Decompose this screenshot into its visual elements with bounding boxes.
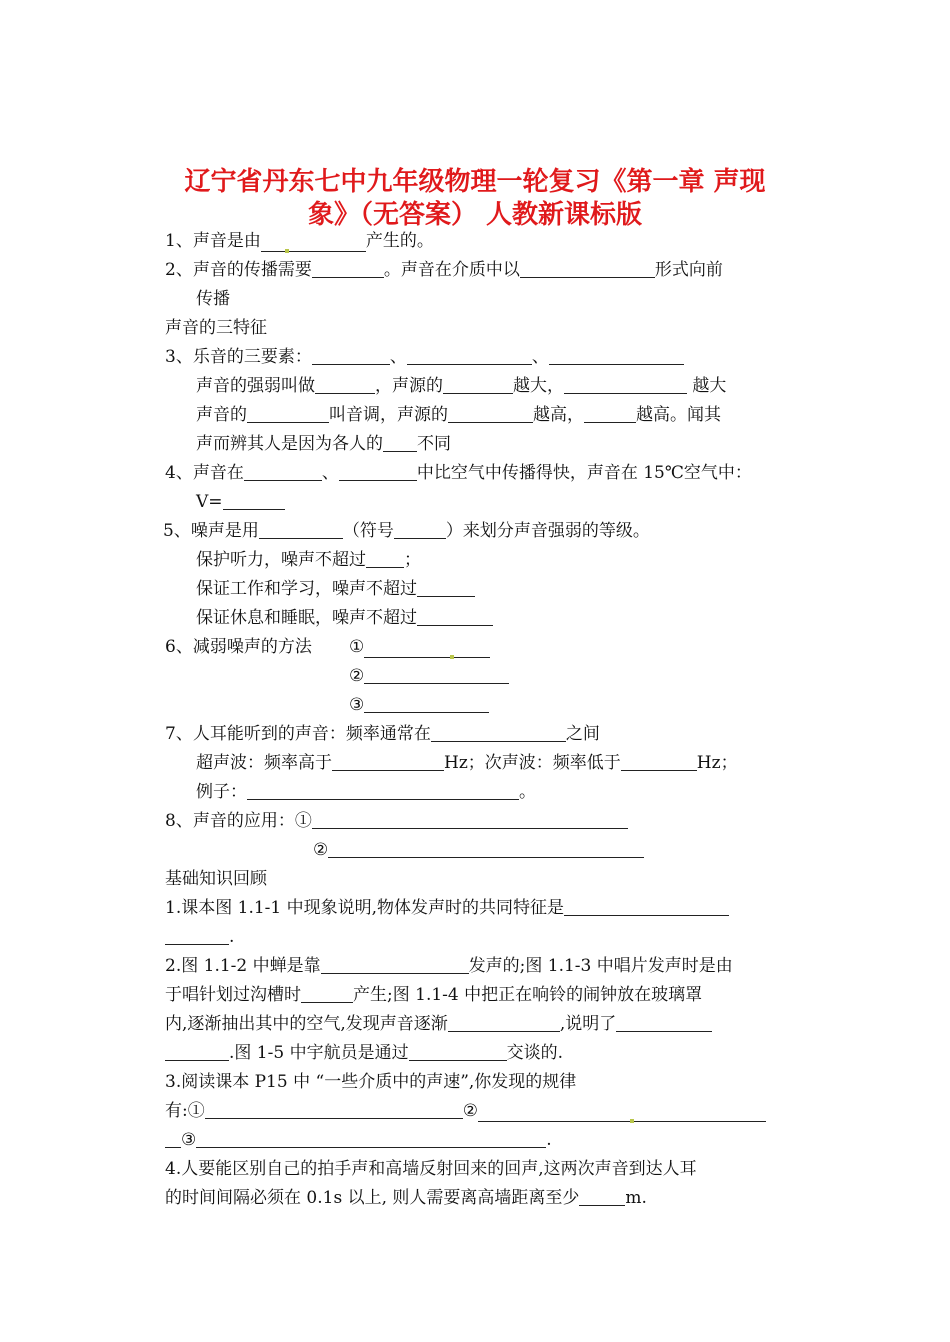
question-text: 4、声音在 <box>165 463 244 483</box>
answer-blank[interactable] <box>247 781 519 800</box>
answer-blank[interactable] <box>431 723 566 742</box>
question-2 <box>165 259 723 281</box>
question-text: 的时间间隔必须在 0.1s 以上, 则人需要离高墙距离至少 <box>165 1188 580 1208</box>
answer-blank[interactable] <box>584 404 636 423</box>
answer-blank[interactable] <box>165 1042 229 1061</box>
question-text: 2.图 1.1-2 中蝉是靠 <box>165 956 321 976</box>
question-5-work <box>196 578 475 600</box>
item-number: ① <box>349 637 365 657</box>
answer-blank[interactable] <box>247 404 329 423</box>
question-text: ）来划分声音强弱的等级。 <box>445 521 650 541</box>
question-6: 6、减弱噪声的方法 <box>165 637 312 657</box>
question-3-pitch <box>196 404 721 426</box>
question-text: 越大 <box>692 376 727 396</box>
question-text: 1、声音是由 <box>165 231 261 251</box>
question-3-timbre <box>196 433 451 455</box>
answer-blank[interactable] <box>339 462 417 481</box>
question-7-example <box>196 781 536 803</box>
item-number: ② <box>462 1101 478 1121</box>
question-text: 叫音调，声源的 <box>329 405 448 425</box>
answer-blank[interactable] <box>616 1013 712 1032</box>
question-text: 2、声音的传播需要 <box>165 260 312 280</box>
question-5-rest <box>196 607 493 629</box>
answer-blank[interactable] <box>196 1129 546 1148</box>
answer-blank[interactable] <box>332 752 444 771</box>
answer-blank[interactable] <box>364 665 509 684</box>
question-text: 。 <box>519 782 536 802</box>
question-text: 有:① <box>165 1101 205 1121</box>
question-text: ，声源的 <box>375 376 443 396</box>
answer-blank[interactable] <box>165 1129 181 1148</box>
question-text: 超声波：频率高于 <box>196 753 332 773</box>
scan-speck <box>630 1119 634 1123</box>
item-number: ③ <box>181 1130 197 1150</box>
answer-blank[interactable] <box>259 520 343 539</box>
question-5 <box>163 520 650 542</box>
answer-blank[interactable] <box>315 375 375 394</box>
review-question-2-line3 <box>165 1013 712 1035</box>
answer-blank[interactable] <box>417 578 475 597</box>
question-text: （符号 <box>342 521 394 541</box>
answer-blank[interactable] <box>312 346 390 365</box>
question-text: 交谈的. <box>506 1043 563 1063</box>
answer-blank[interactable] <box>443 375 513 394</box>
separator-text: 、 <box>321 463 339 483</box>
question-text: 1.课本图 1.1-1 中现象说明,物体发声时的共同特征是 <box>165 898 565 918</box>
question-text: 7、人耳能听到的声音：频率通常在 <box>165 724 431 744</box>
answer-blank[interactable] <box>205 1100 463 1119</box>
answer-blank[interactable] <box>549 346 684 365</box>
question-4 <box>165 462 752 484</box>
answer-blank[interactable] <box>621 752 697 771</box>
question-text: 声而辨其人是因为各人的 <box>196 434 383 454</box>
question-text: 越高， <box>533 405 584 425</box>
answer-blank[interactable] <box>448 1013 560 1032</box>
question-text: 产生的。 <box>365 231 434 251</box>
question-4-continued <box>196 491 285 513</box>
answer-blank[interactable] <box>261 233 366 252</box>
question-text: 声音的强弱叫做 <box>196 376 315 396</box>
question-text: Hz；次声波：频率低于 <box>444 753 621 773</box>
question-6-item-1 <box>349 636 490 658</box>
answer-blank[interactable] <box>409 1042 507 1061</box>
question-text: 产生;图 1.1-4 中把正在响铃的闹钟放在玻璃罩 <box>353 985 703 1005</box>
question-3 <box>165 346 684 368</box>
review-question-3-line3 <box>165 1129 552 1151</box>
question-3-loudness <box>196 375 726 397</box>
answer-blank[interactable] <box>417 607 493 626</box>
answer-blank[interactable] <box>312 259 384 278</box>
answer-blank[interactable] <box>328 839 644 858</box>
question-text: 保证工作和学习，噪声不超过 <box>196 579 417 599</box>
separator-text: 、 <box>531 347 549 367</box>
question-text: 于唱针划过沟槽时 <box>165 985 301 1005</box>
question-7-ultrasonic <box>196 752 738 774</box>
question-text: 保证休息和睡眠，噪声不超过 <box>196 608 417 628</box>
question-text: Hz； <box>696 753 738 773</box>
scan-speck <box>285 249 289 253</box>
question-text: 。声音在介质中以 <box>383 260 520 280</box>
question-8-item-2 <box>313 839 644 861</box>
answer-blank[interactable] <box>366 549 404 568</box>
item-number: ② <box>313 840 329 860</box>
question-text: 3、乐音的三要素： <box>165 347 312 367</box>
question-text: 形式向前 <box>654 260 723 280</box>
section-heading: 基础知识回顾 <box>165 869 267 889</box>
review-question-3-line2 <box>165 1100 766 1122</box>
scan-speck <box>450 655 454 659</box>
answer-blank[interactable] <box>564 897 729 916</box>
answer-blank[interactable] <box>520 259 655 278</box>
question-6-item-3 <box>349 694 489 716</box>
answer-blank[interactable] <box>394 520 446 539</box>
item-number: ① <box>294 811 312 831</box>
review-question-2-line2 <box>165 984 702 1006</box>
question-text: 8、声音的应用： <box>165 811 295 831</box>
answer-blank[interactable] <box>364 639 490 658</box>
question-text: 保护听力，噪声不超过 <box>196 550 366 570</box>
answer-blank[interactable] <box>383 433 417 452</box>
separator-text: 、 <box>389 347 407 367</box>
question-text: 越高。闻其 <box>636 405 721 425</box>
question-text: 发声的;图 1.1-3 中唱片发声时是由 <box>468 956 733 976</box>
question-7 <box>165 723 600 745</box>
answer-blank[interactable] <box>223 491 285 510</box>
question-1 <box>165 230 434 252</box>
question-text: 之间 <box>565 724 600 744</box>
question-text: 例子： <box>196 782 247 802</box>
answer-blank[interactable] <box>564 375 687 394</box>
review-question-1-continued <box>165 926 234 948</box>
question-text: ； <box>404 550 421 570</box>
question-8 <box>165 810 628 832</box>
review-question-4: 4.人要能区别自己的拍手声和高墙反射回来的回声,这两次声音到达人耳 <box>165 1159 697 1179</box>
answer-blank[interactable] <box>407 346 532 365</box>
question-text: .图 1-5 中宇航员是通过 <box>229 1043 409 1063</box>
review-question-2-line4 <box>165 1042 563 1064</box>
answer-blank[interactable] <box>478 1103 766 1122</box>
answer-blank[interactable] <box>312 810 628 829</box>
review-question-4-line2 <box>165 1187 647 1209</box>
question-text: 5、噪声是用 <box>163 521 259 541</box>
answer-blank[interactable] <box>448 404 533 423</box>
question-2-continued: 传播 <box>196 289 230 309</box>
question-text: 声音的 <box>196 405 247 425</box>
question-text: m. <box>625 1188 647 1208</box>
answer-blank[interactable] <box>579 1187 625 1206</box>
answer-blank[interactable] <box>244 462 322 481</box>
question-text: . <box>229 927 235 947</box>
review-question-2 <box>165 955 733 977</box>
question-text: V= <box>196 492 223 512</box>
review-question-3: 3.阅读课本 P15 中 “一些介质中的声速”,你发现的规律 <box>165 1072 577 1092</box>
question-text: 中比空气中传播得快，声音在 15℃空气中： <box>416 463 752 483</box>
item-number: ③ <box>349 695 365 715</box>
page-title-line2: 象》（无答案） 人教新课标版 <box>307 200 643 230</box>
answer-blank[interactable] <box>301 984 353 1003</box>
question-text: 不同 <box>417 434 451 454</box>
question-text: 内,逐渐抽出其中的空气,发现声音逐渐 <box>165 1014 448 1034</box>
answer-blank[interactable] <box>165 926 229 945</box>
question-6-item-2 <box>349 665 509 687</box>
question-text: . <box>546 1130 552 1150</box>
question-5-hearing <box>196 549 421 571</box>
question-text: 越大， <box>513 376 564 396</box>
question-text: ,说明了 <box>559 1014 617 1034</box>
item-number: ② <box>349 666 365 686</box>
page-title-line1: 辽宁省丹东七中九年级物理一轮复习《第一章 声现 <box>184 167 766 197</box>
section-heading: 声音的三特征 <box>165 318 267 338</box>
answer-blank[interactable] <box>364 694 489 713</box>
answer-blank[interactable] <box>321 955 469 974</box>
review-question-1 <box>165 897 729 919</box>
